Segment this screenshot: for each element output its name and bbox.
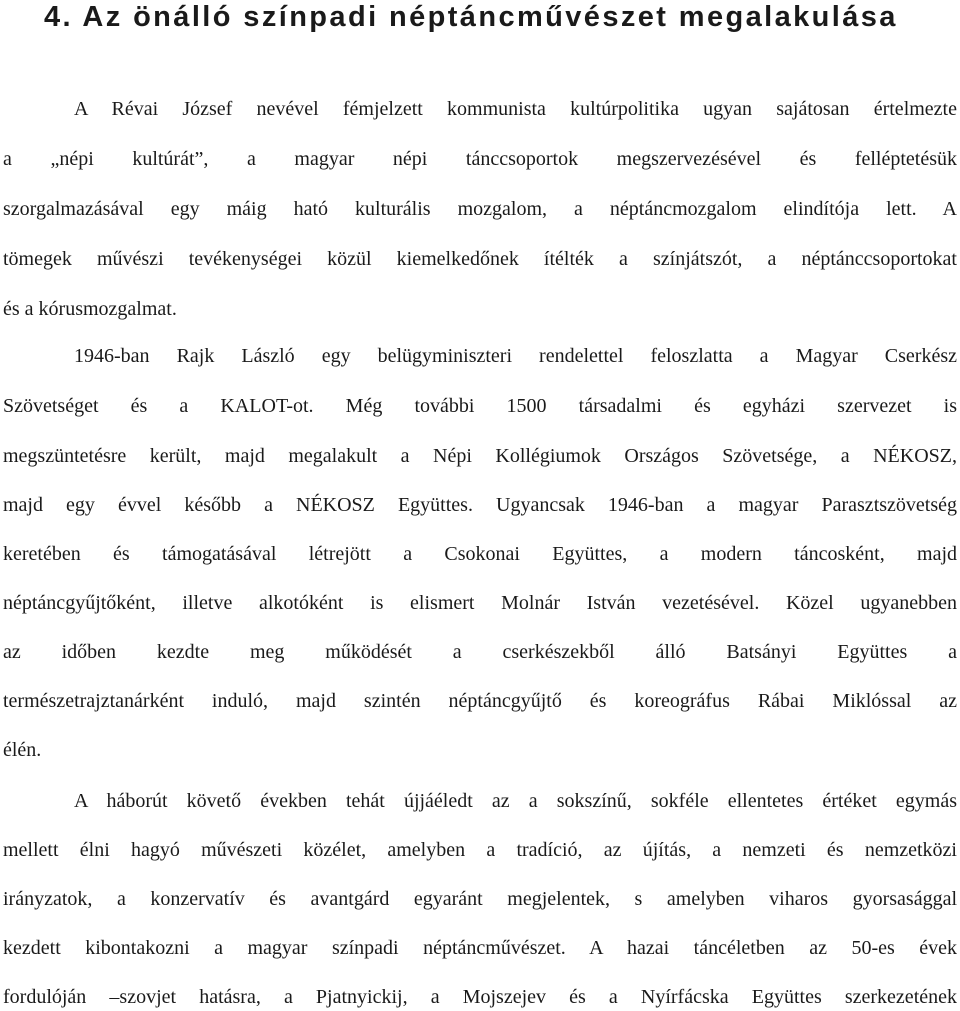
paragraph-line: majd egy évvel később a NÉKOSZ Együttes. Ugyancsak 1946-ban a magyar Parasztszövetség [3,494,957,516]
paragraph-line: élén. [3,739,42,761]
paragraph-line: a „népi kultúrát”, a magyar népi tánccsoportok megszervezésével és felléptetésük [3,148,957,170]
paragraph-line: Szövetséget és a KALOT-ot. Még további 1500 társadalmi és egyházi szervezet is [3,395,957,417]
paragraph-line: néptáncgyűjtőként, illetve alkotóként is elismert Molnár István vezetésével. Közel ugyanebben [3,592,957,614]
paragraph-line: 1946-ban Rajk László egy belügyminiszteri rendelettel feloszlatta a Magyar Cserkész [74,345,957,367]
paragraph-line: fordulóján –szovjet hatásra, a Pjatnyickij, a Mojszejev és a Nyírfácska Együttes szerkezetének [3,986,957,1008]
paragraph-line: irányzatok, a konzervatív és avantgárd egyaránt megjelentek, s amelyben viharos gyorsasággal [3,888,957,910]
paragraph-line: A háborút követő években tehát újjáéledt az a sokszínű, sokféle ellentetes értéket egymás [74,790,957,812]
paragraph-line: keretében és támogatásával létrejött a Csokonai Együttes, a modern táncosként, majd [3,543,957,565]
paragraph-line: kezdett kibontakozni a magyar színpadi néptáncművészet. A hazai táncéletben az 50-es évek [3,937,957,959]
section-heading: 4. Az önálló színpadi néptáncművészet megalakulása [44,1,898,33]
paragraph-line: az időben kezdte meg működését a cserkészekből álló Batsányi Együttes a [3,641,957,663]
paragraph-line: tömegek művészi tevékenységei közül kiemelkedőnek ítélték a színjátszót, a néptánccsoportokat [3,248,957,270]
paragraph-line: szorgalmazásával egy máig ható kulturális mozgalom, a néptáncmozgalom elindítója lett. A [3,198,957,220]
paragraph-line: A Révai József nevével fémjelzett kommunista kultúrpolitika ugyan sajátosan értelmezte [74,98,957,120]
paragraph-line: megszüntetésre került, majd megalakult a Népi Kollégiumok Országos Szövetsége, a NÉKOSZ, [3,445,957,467]
paragraph-line: és a kórusmozgalmat. [3,298,177,320]
paragraph-line: mellett élni hagyó művészeti közélet, amelyben a tradíció, az újítás, a nemzeti és nemzetközi [3,839,957,861]
paragraph-line: természetrajztanárként induló, majd szintén néptáncgyűjtő és koreográfus Rábai Miklóssal az [3,690,957,712]
